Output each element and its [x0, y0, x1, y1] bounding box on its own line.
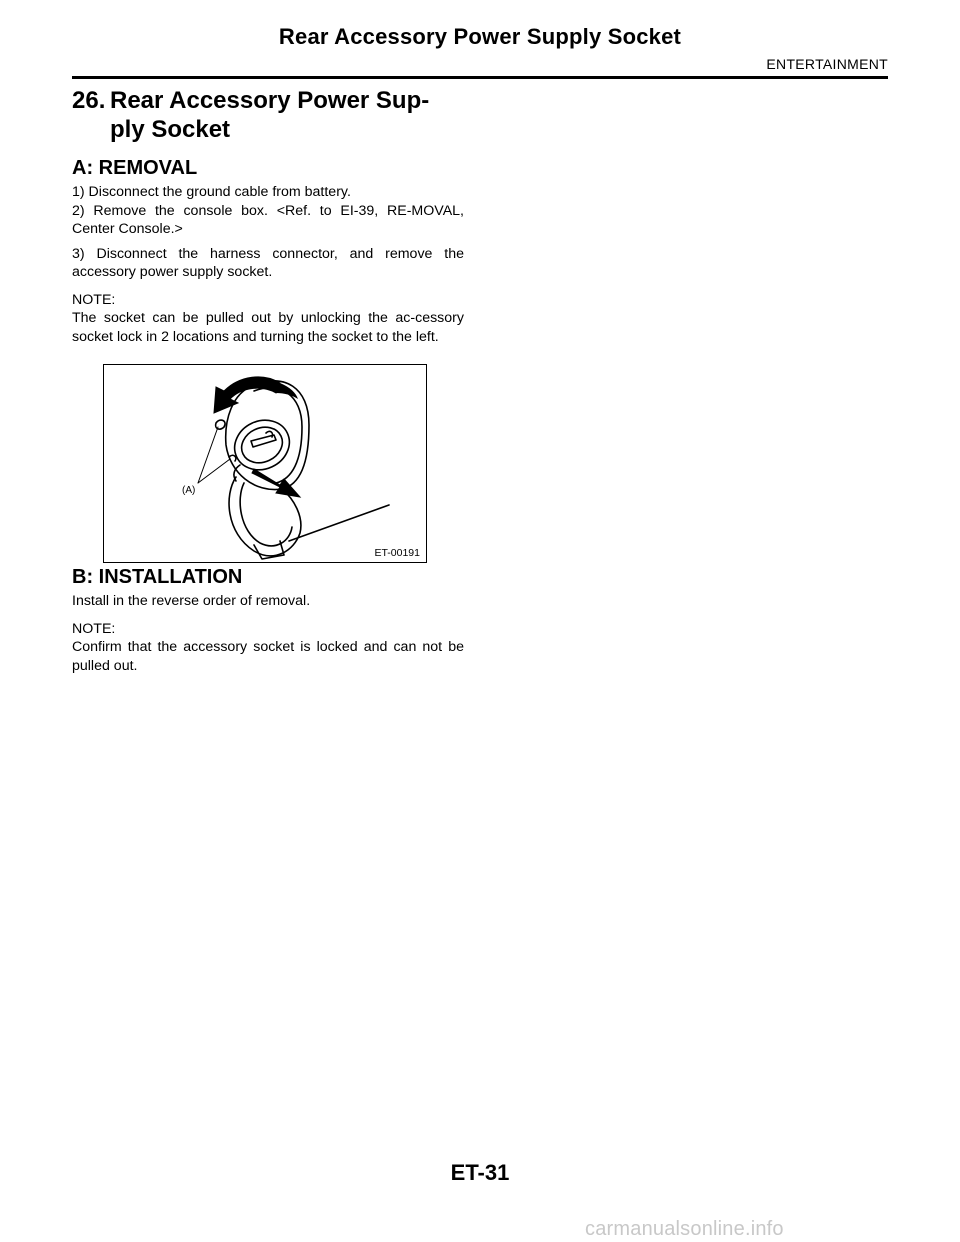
installation-note-text: Confirm that the accessory socket is locked and can not be pulled out.	[72, 639, 464, 674]
section-title	[72, 86, 464, 144]
removal-step-2: 2) Remove the console box. <Ref. to EI-39, RE-MOVAL, Center Console.>	[72, 202, 464, 237]
page-header-section: ENTERTAINMENT	[766, 56, 888, 72]
figure-code: ET-00191	[374, 547, 420, 559]
section-title-text	[110, 86, 429, 144]
removal-note-label: NOTE:	[72, 291, 116, 308]
page-number: ET-31	[450, 1160, 510, 1185]
figure-callout-a: (A)	[182, 485, 196, 496]
page-header-title: Rear Accessory Power Supply Socket	[278, 24, 682, 49]
header-divider	[72, 76, 888, 79]
rotate-arrow-icon	[214, 377, 280, 413]
section-title-line1: Rear Accessory Power Sup-	[110, 87, 430, 114]
section-title-line2: ply Socket	[110, 116, 231, 143]
removal-note-text: The socket can be pulled out by unlocking the ac-cessory socket lock in 2 locations and turning the socket to the left.	[72, 310, 464, 345]
removal-step-3: 3) Disconnect the harness connector, and remove the accessory power supply socket.	[72, 245, 464, 280]
installation-column	[72, 565, 464, 675]
section-number: 26.	[72, 87, 106, 114]
installation-note-label: NOTE:	[72, 620, 116, 637]
installation-heading: B: INSTALLATION	[72, 566, 243, 588]
watermark-text: carmanualsonline.info	[585, 1218, 784, 1240]
removal-step-1: 1) Disconnect the ground cable from battery.	[72, 184, 351, 200]
removal-heading: A: REMOVAL	[72, 157, 198, 179]
main-column	[72, 86, 464, 346]
socket-illustration	[103, 364, 427, 563]
installation-text: Install in the reverse order of removal.	[72, 593, 311, 609]
socket-drawing	[104, 365, 426, 562]
